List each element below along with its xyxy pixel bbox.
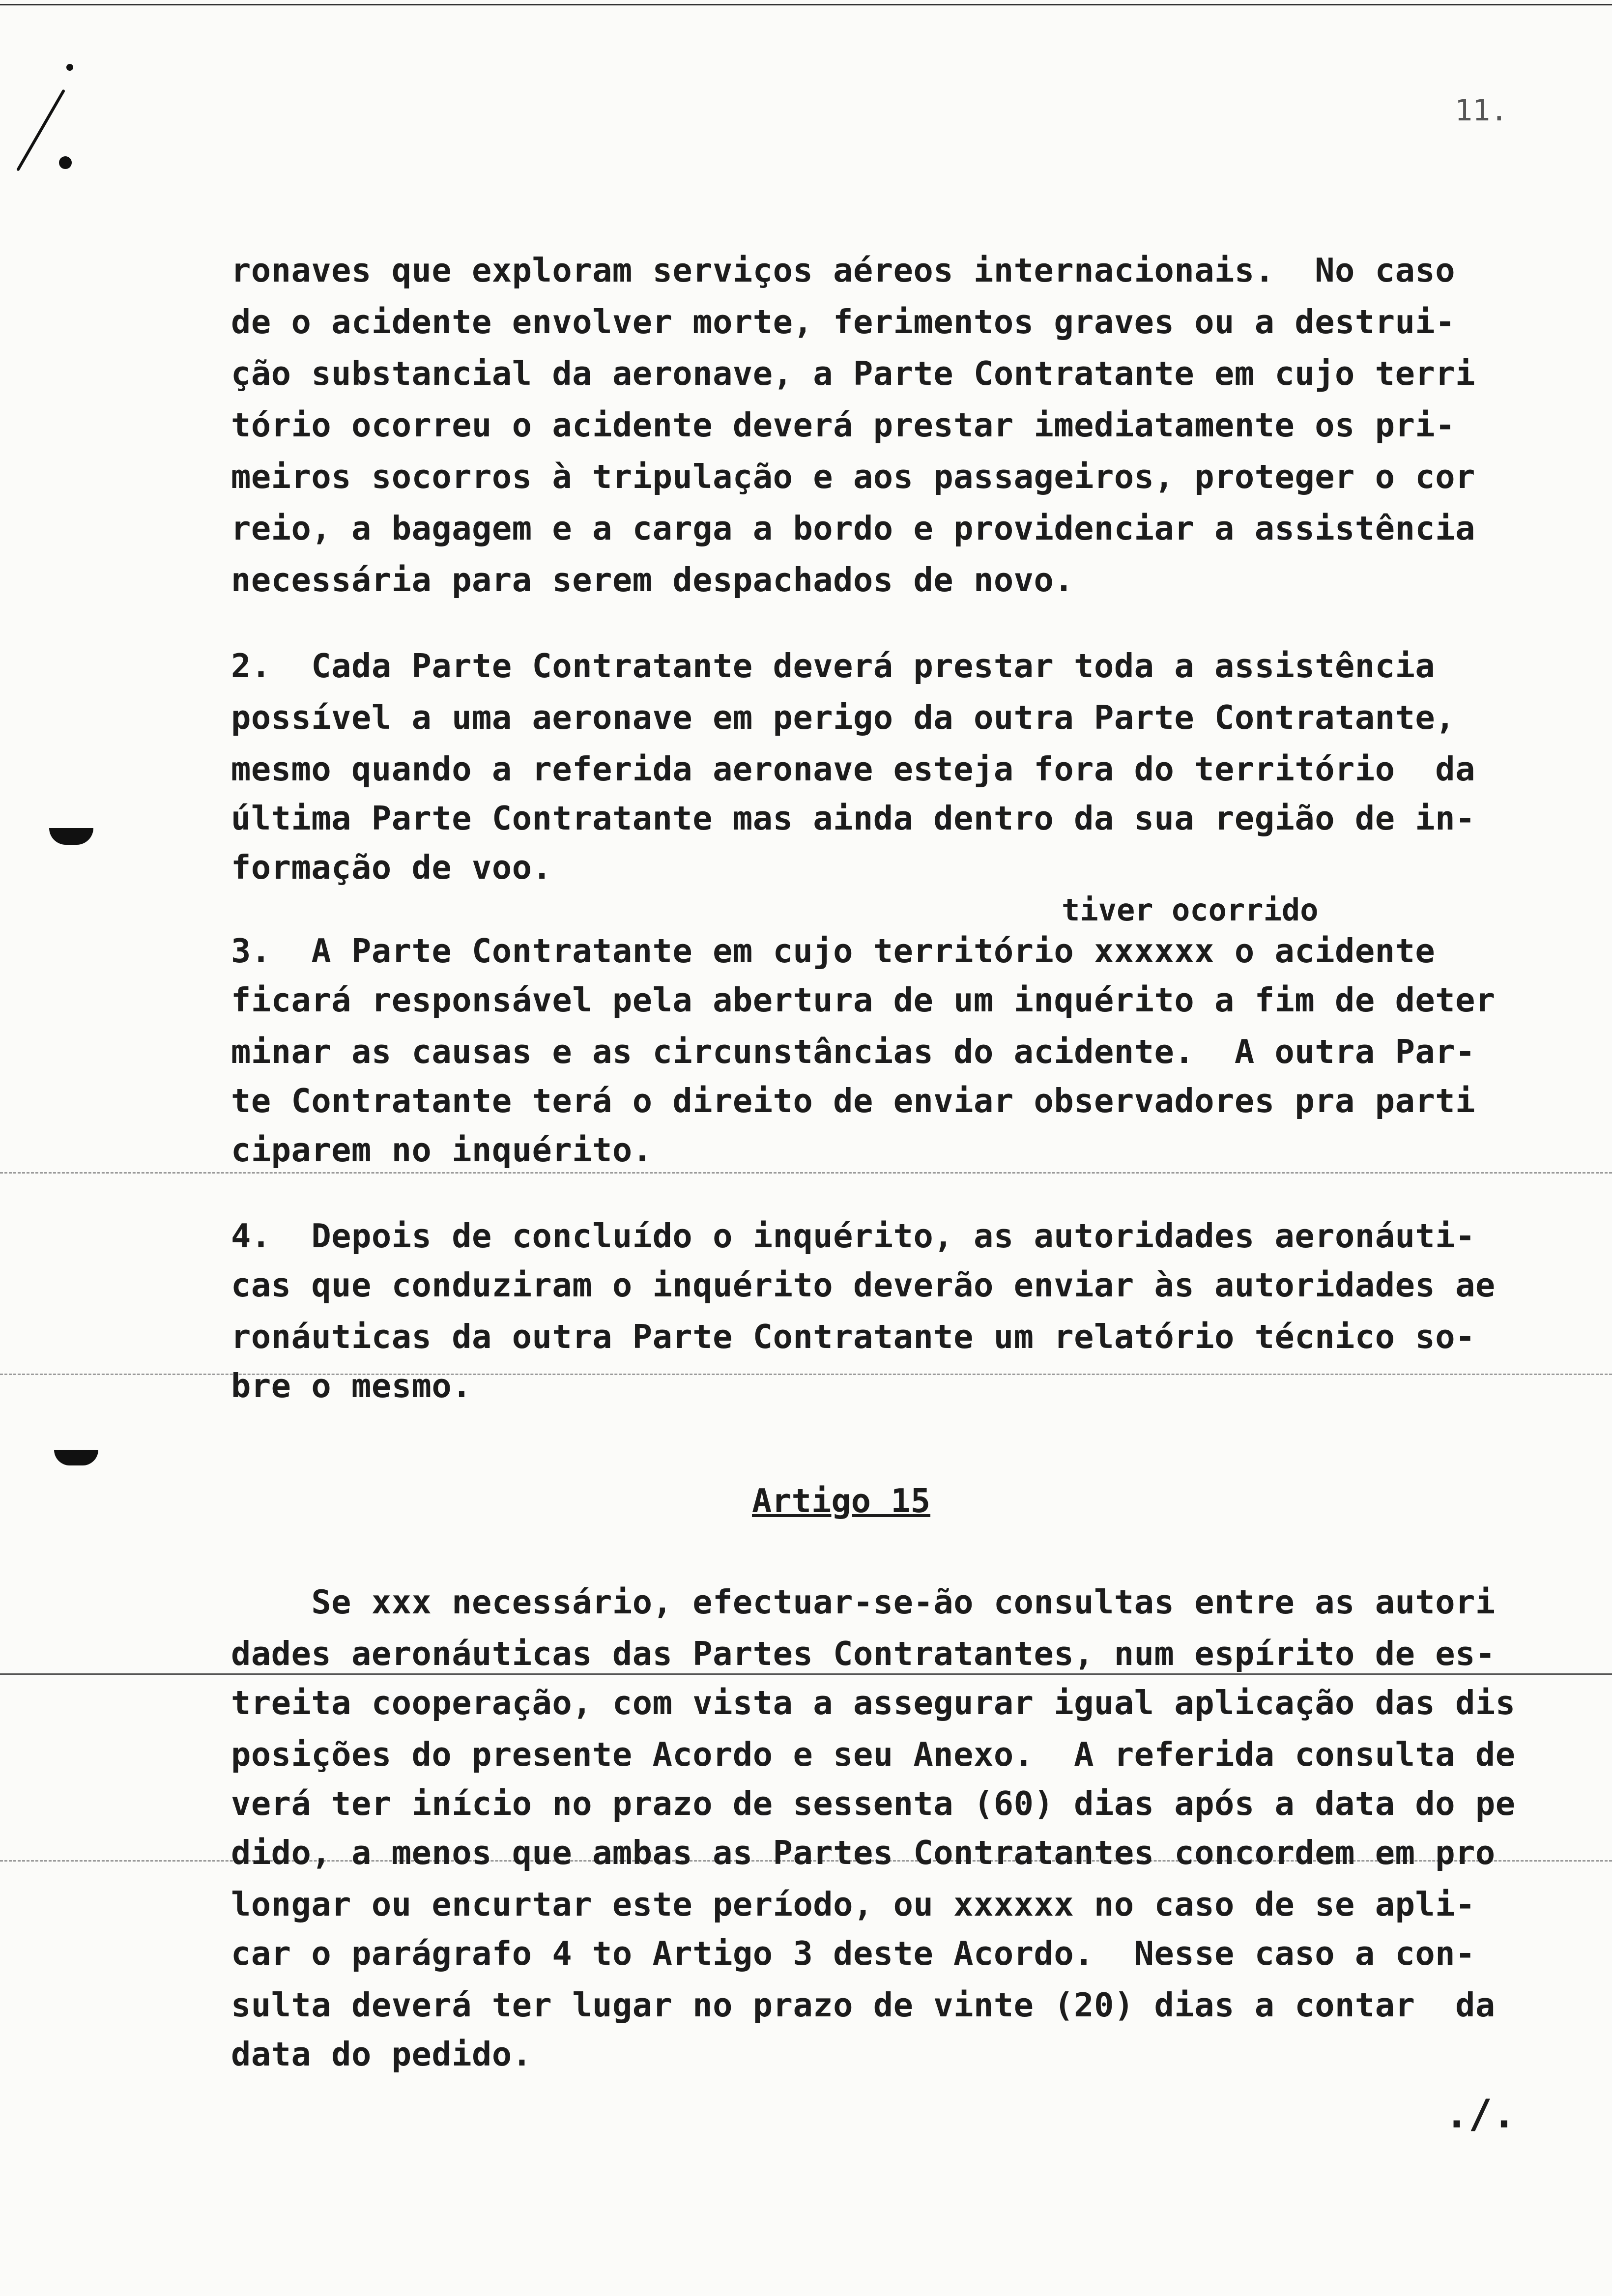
margin-dot <box>66 64 73 71</box>
text-line: de o acidente envolver morte, ferimentos graves ou a destrui- <box>231 303 1456 341</box>
text-line: car o parágrafo 4 to Artigo 3 deste Acordo. Nesse caso a con- <box>231 1934 1475 1973</box>
scan-rule <box>0 1172 1612 1174</box>
text-line: reio, a bagagem e a carga a bordo e providenciar a assistência <box>231 509 1475 547</box>
text-line: Se xxx necessário, efectuar-se-ão consultas entre as autori <box>231 1583 1496 1621</box>
page-number: 11. <box>1455 93 1508 128</box>
text-line: ciparem no inquérito. <box>231 1131 653 1169</box>
text-line: última Parte Contratante mas ainda dentro da sua região de in- <box>231 799 1475 837</box>
text-line: necessária para serem despachados de novo. <box>231 561 1074 599</box>
text-line: data do pedido. <box>231 2035 532 2073</box>
text-line: te Contratante terá o direito de enviar observadores pra parti <box>231 1082 1475 1120</box>
margin-dot <box>59 156 72 169</box>
continuation-mark: ./. <box>1445 2091 1516 2137</box>
text-line: bre o mesmo. <box>231 1367 472 1405</box>
text-line: longar ou encurtar este período, ou xxxxxx no caso de se apli- <box>231 1885 1475 1923</box>
margin-slash <box>16 89 65 172</box>
text-line: sulta deverá ter lugar no prazo de vinte (20) dias a contar da <box>231 1986 1496 2024</box>
text-line: dido, a menos que ambas as Partes Contratantes concordem em pro <box>231 1834 1496 1872</box>
text-line: minar as causas e as circunstâncias do acidente. A outra Par- <box>231 1033 1475 1071</box>
top-edge-line <box>0 4 1612 5</box>
text-line: mesmo quando a referida aeronave esteja fora do território da <box>231 750 1475 788</box>
text-line: dades aeronáuticas das Partes Contratantes, num espírito de es- <box>231 1635 1496 1673</box>
text-line: ronáuticas da outra Parte Contratante um relatório técnico so- <box>231 1318 1475 1356</box>
margin-smudge <box>54 1450 98 1465</box>
margin-smudge <box>49 828 93 845</box>
article-heading: Artigo 15 <box>752 1482 931 1520</box>
text-line: 2. Cada Parte Contratante deverá prestar toda a assistência <box>231 647 1436 685</box>
text-line: posições do presente Acordo e seu Anexo. A referida consulta de <box>231 1735 1516 1774</box>
text-line: treita cooperação, com vista a assegurar igual aplicação das dis <box>231 1684 1516 1722</box>
text-line: verá ter início no prazo de sessenta (60) dias após a data do pe <box>231 1784 1516 1823</box>
scan-rule <box>0 1673 1612 1675</box>
text-line: ção substancial da aeronave, a Parte Contratante em cujo terri <box>231 354 1475 393</box>
text-line: ronaves que exploram serviços aéreos internacionais. No caso <box>231 251 1456 289</box>
text-line: 3. A Parte Contratante em cujo território xxxxxx o acidente <box>231 932 1436 970</box>
text-line: ficará responsável pela abertura de um inquérito a fim de deter <box>231 981 1496 1019</box>
text-line: 4. Depois de concluído o inquérito, as autoridades aeronáuti- <box>231 1217 1475 1255</box>
text-line: cas que conduziram o inquérito deverão enviar às autoridades ae <box>231 1266 1496 1304</box>
handwritten-insertion: tiver ocorrido <box>1062 892 1319 928</box>
text-line: formação de voo. <box>231 848 552 887</box>
text-line: possível a uma aeronave em perigo da outra Parte Contratante, <box>231 698 1456 737</box>
text-line: tório ocorreu o acidente deverá prestar imediatamente os pri- <box>231 406 1456 444</box>
text-line: meiros socorros à tripulação e aos passageiros, proteger o cor <box>231 458 1475 496</box>
